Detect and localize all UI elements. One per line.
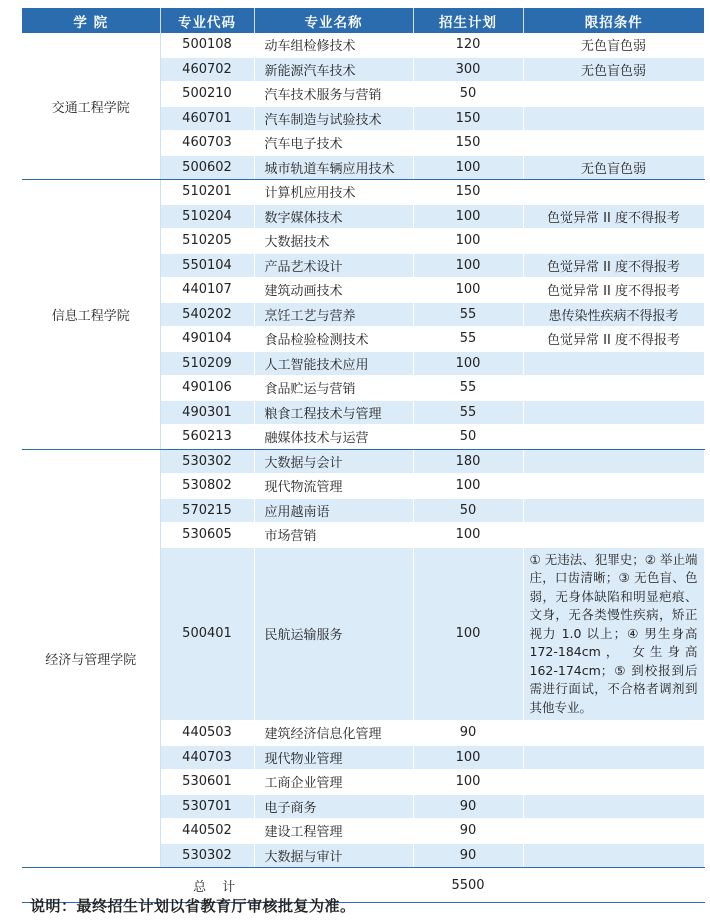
enrollment-plan: 90 xyxy=(413,794,523,819)
major-code: 530302 xyxy=(160,449,254,474)
major-name: 大数据与会计 xyxy=(254,449,413,474)
header-restrictions: 限招条件 xyxy=(523,8,704,33)
college-name: 信息工程学院 xyxy=(22,180,160,450)
restriction xyxy=(523,498,704,523)
major-code: 500401 xyxy=(160,547,254,721)
enrollment-plan: 50 xyxy=(413,498,523,523)
table-body xyxy=(22,33,704,903)
header-college: 学 院 xyxy=(22,8,160,33)
major-name: 食品检验检测技术 xyxy=(254,327,413,352)
major-code: 510205 xyxy=(160,229,254,254)
major-code: 490301 xyxy=(160,400,254,425)
major-code: 460701 xyxy=(160,106,254,131)
enrollment-plan: 100 xyxy=(413,547,523,721)
restriction: 色觉异常 II 度不得报考 xyxy=(523,204,704,229)
restriction xyxy=(523,180,704,205)
major-code: 570215 xyxy=(160,498,254,523)
restriction: 患传染性疾病不得报考 xyxy=(523,302,704,327)
restriction xyxy=(523,745,704,770)
major-code: 530302 xyxy=(160,843,254,868)
header-major-name: 专业名称 xyxy=(254,8,413,33)
major-name: 城市轨道车辆应用技术 xyxy=(254,155,413,180)
major-name: 人工智能技术应用 xyxy=(254,351,413,376)
major-name: 烹饪工艺与营养 xyxy=(254,302,413,327)
restriction xyxy=(523,82,704,107)
total-value: 5500 xyxy=(413,868,523,903)
major-name: 现代物流管理 xyxy=(254,474,413,499)
restriction xyxy=(523,721,704,746)
major-name: 大数据技术 xyxy=(254,229,413,254)
restriction xyxy=(523,131,704,156)
major-code: 460703 xyxy=(160,131,254,156)
restriction xyxy=(523,474,704,499)
restriction xyxy=(523,351,704,376)
restriction xyxy=(523,376,704,401)
enrollment-plan: 150 xyxy=(413,180,523,205)
enrollment-plan: 50 xyxy=(413,425,523,450)
restriction xyxy=(523,229,704,254)
total-restriction-empty xyxy=(523,868,704,903)
enrollment-plan: 150 xyxy=(413,131,523,156)
major-name: 工商企业管理 xyxy=(254,770,413,795)
major-name: 建筑动画技术 xyxy=(254,278,413,303)
footnote: 说明：最终招生计划以省教育厅审核批复为准。 xyxy=(30,897,356,915)
table-row xyxy=(22,33,704,57)
major-code: 440107 xyxy=(160,278,254,303)
major-name: 汽车电子技术 xyxy=(254,131,413,156)
major-name: 汽车技术服务与营销 xyxy=(254,82,413,107)
major-code: 510204 xyxy=(160,204,254,229)
enrollment-plan: 100 xyxy=(413,523,523,548)
major-name: 产品艺术设计 xyxy=(254,253,413,278)
major-code: 490104 xyxy=(160,327,254,352)
restriction xyxy=(523,425,704,450)
major-name: 融媒体技术与运营 xyxy=(254,425,413,450)
restriction xyxy=(523,843,704,868)
major-name: 粮食工程技术与管理 xyxy=(254,400,413,425)
restriction xyxy=(523,819,704,844)
restriction xyxy=(523,400,704,425)
major-code: 530601 xyxy=(160,770,254,795)
major-name: 计算机应用技术 xyxy=(254,180,413,205)
restriction: 无色盲色弱 xyxy=(523,155,704,180)
table-row xyxy=(22,449,704,474)
enrollment-plan: 55 xyxy=(413,376,523,401)
major-code: 550104 xyxy=(160,253,254,278)
major-code: 500210 xyxy=(160,82,254,107)
major-code: 440503 xyxy=(160,721,254,746)
college-name: 交通工程学院 xyxy=(22,33,160,180)
enrollment-plan: 90 xyxy=(413,819,523,844)
major-name: 动车组检修技术 xyxy=(254,33,413,57)
enrollment-plan: 100 xyxy=(413,770,523,795)
major-code: 530605 xyxy=(160,523,254,548)
major-code: 500108 xyxy=(160,33,254,57)
enrollment-plan: 100 xyxy=(413,253,523,278)
restriction: 色觉异常 II 度不得报考 xyxy=(523,253,704,278)
enrollment-plan: 100 xyxy=(413,204,523,229)
major-code: 560213 xyxy=(160,425,254,450)
enrollment-plan: 300 xyxy=(413,57,523,82)
restriction: 色觉异常 II 度不得报考 xyxy=(523,327,704,352)
restriction: 无色盲色弱 xyxy=(523,57,704,82)
enrollment-plan: 55 xyxy=(413,302,523,327)
restriction xyxy=(523,449,704,474)
restriction xyxy=(523,106,704,131)
enrollment-plan: 55 xyxy=(413,327,523,352)
major-name: 新能源汽车技术 xyxy=(254,57,413,82)
major-name: 大数据与审计 xyxy=(254,843,413,868)
table-row xyxy=(22,180,704,205)
restriction xyxy=(523,794,704,819)
college-name: 经济与管理学院 xyxy=(22,449,160,868)
header-major-code: 专业代码 xyxy=(160,8,254,33)
major-name: 市场营销 xyxy=(254,523,413,548)
major-code: 510201 xyxy=(160,180,254,205)
major-code: 490106 xyxy=(160,376,254,401)
major-name: 电子商务 xyxy=(254,794,413,819)
major-code: 440703 xyxy=(160,745,254,770)
restriction xyxy=(523,523,704,548)
major-code: 460702 xyxy=(160,57,254,82)
enrollment-plan: 100 xyxy=(413,745,523,770)
major-name: 建筑经济信息化管理 xyxy=(254,721,413,746)
table-header-row xyxy=(22,8,704,33)
restriction: ① 无违法、犯罪史；② 举止端庄，口齿清晰；③ 无色盲、色弱，无身体缺陷和明显疤痕、文身，无各类慢性疾病，矫正视力 1.0 以上；④ 男生身高 172-184cm， 女生身高 162-174cm；⑤ 到校报到后需进行面试，不合格者调剂到其他专业。 xyxy=(523,547,704,721)
enrollment-plan: 100 xyxy=(413,351,523,376)
enrollment-plan: 55 xyxy=(413,400,523,425)
enrollment-plan: 180 xyxy=(413,449,523,474)
major-code: 530701 xyxy=(160,794,254,819)
restriction: 无色盲色弱 xyxy=(523,33,704,57)
major-name: 数字媒体技术 xyxy=(254,204,413,229)
major-name: 建设工程管理 xyxy=(254,819,413,844)
enrollment-plan: 90 xyxy=(413,843,523,868)
enrollment-plan: 100 xyxy=(413,474,523,499)
total-label: 总 计 xyxy=(22,868,413,903)
enrollment-plan: 100 xyxy=(413,229,523,254)
major-code: 540202 xyxy=(160,302,254,327)
major-code: 510209 xyxy=(160,351,254,376)
restriction: 色觉异常 II 度不得报考 xyxy=(523,278,704,303)
major-code: 530802 xyxy=(160,474,254,499)
enrollment-plan: 50 xyxy=(413,82,523,107)
major-code: 500602 xyxy=(160,155,254,180)
major-code: 440502 xyxy=(160,819,254,844)
major-name: 食品贮运与营销 xyxy=(254,376,413,401)
major-name: 汽车制造与试验技术 xyxy=(254,106,413,131)
major-name: 现代物业管理 xyxy=(254,745,413,770)
enrollment-plan: 120 xyxy=(413,33,523,57)
enrollment-plan: 90 xyxy=(413,721,523,746)
enrollment-plan-table xyxy=(22,8,705,903)
enrollment-plan: 100 xyxy=(413,155,523,180)
restriction xyxy=(523,770,704,795)
major-name: 民航运输服务 xyxy=(254,547,413,721)
enrollment-plan: 150 xyxy=(413,106,523,131)
major-name: 应用越南语 xyxy=(254,498,413,523)
header-enrollment-plan: 招生计划 xyxy=(413,8,523,33)
enrollment-plan: 100 xyxy=(413,278,523,303)
